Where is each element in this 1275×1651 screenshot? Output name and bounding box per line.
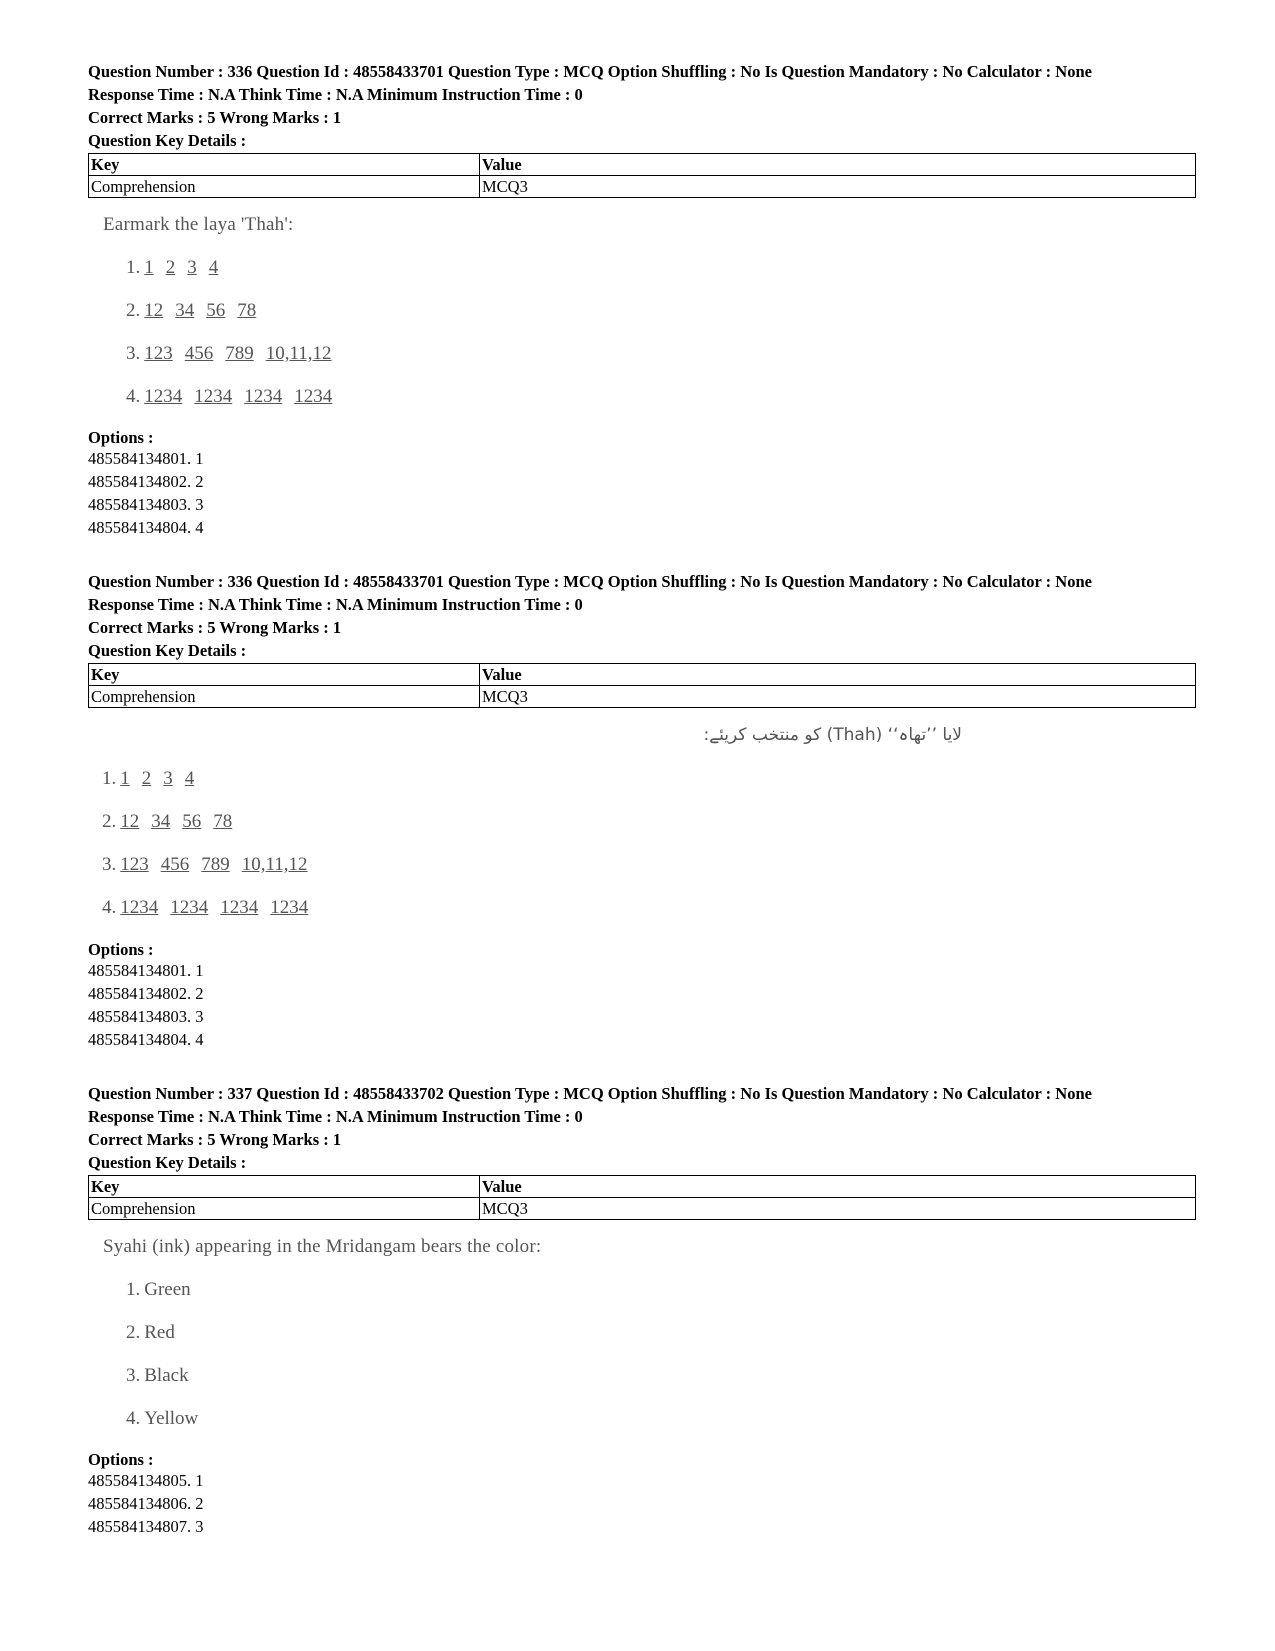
- question-marks: Correct Marks : 5 Wrong Marks : 1: [88, 618, 342, 637]
- key-details-table: [88, 153, 1196, 198]
- question-stem: Earmark the laya 'Thah':: [103, 214, 294, 235]
- option-line: 485584134803. 3: [88, 495, 204, 514]
- options-label: Options :: [88, 1450, 154, 1469]
- choice-4: 4. 1234 1234 1234 1234: [126, 386, 333, 407]
- choice-2: 2. 12 34 56 78: [102, 811, 233, 832]
- table-header-key: Key: [89, 664, 480, 686]
- table-header-row: [89, 154, 1196, 176]
- options-label: Options :: [88, 428, 154, 447]
- question-block: [88, 572, 1196, 1051]
- question-meta-line2: Response Time : N.A Think Time : N.A Minimum Instruction Time : 0: [88, 85, 583, 104]
- table-header-row: [89, 664, 1196, 686]
- question-meta-line1: Question Number : 337 Question Id : 48558433702 Question Type : MCQ Option Shuffling : No Is Question Mandatory : No Calculator : None: [88, 1084, 1092, 1103]
- table-cell-key: Comprehension: [89, 1198, 480, 1220]
- choice-4: 4. Yellow: [126, 1408, 199, 1429]
- table-header-value: Value: [480, 154, 1196, 176]
- option-line: 485584134802. 2: [88, 472, 204, 491]
- choice-3: 3. Black: [126, 1365, 189, 1386]
- option-line: 485584134804. 4: [88, 1030, 204, 1049]
- table-row: [89, 686, 1196, 708]
- option-line: 485584134801. 1: [88, 961, 204, 980]
- question-image: [88, 1220, 1196, 1450]
- choice-1: 1. 1 2 3 4: [102, 768, 195, 789]
- question-stem: Syahi (ink) appearing in the Mridangam bears the color:: [103, 1236, 542, 1257]
- options-label: Options :: [88, 940, 154, 959]
- table-cell-key: Comprehension: [89, 686, 480, 708]
- question-meta-line2: Response Time : N.A Think Time : N.A Minimum Instruction Time : 0: [88, 595, 583, 614]
- table-header-row: [89, 1176, 1196, 1198]
- table-row: [89, 1198, 1196, 1220]
- key-details-table: [88, 663, 1196, 708]
- choice-4: 4. 1234 1234 1234 1234: [102, 897, 309, 918]
- question-block: [88, 1084, 1196, 1538]
- table-cell-value: MCQ3: [480, 686, 1196, 708]
- option-line: 485584134802. 2: [88, 984, 204, 1003]
- question-image: [88, 708, 1196, 940]
- table-header-value: Value: [480, 664, 1196, 686]
- choice-1: 1. Green: [126, 1279, 191, 1300]
- table-cell-value: MCQ3: [480, 1198, 1196, 1220]
- question-block: [88, 62, 1196, 539]
- key-details-label: Question Key Details :: [88, 131, 247, 150]
- key-details-table: [88, 1175, 1196, 1220]
- table-header-key: Key: [89, 1176, 480, 1198]
- option-line: 485584134801. 1: [88, 449, 204, 468]
- table-row: [89, 176, 1196, 198]
- table-header-value: Value: [480, 1176, 1196, 1198]
- question-image: [88, 198, 1196, 428]
- choice-2: 2. 12 34 56 78: [126, 300, 257, 321]
- table-cell-key: Comprehension: [89, 176, 480, 198]
- key-details-label: Question Key Details :: [88, 1153, 247, 1172]
- table-cell-value: MCQ3: [480, 176, 1196, 198]
- question-meta-line1: Question Number : 336 Question Id : 48558433701 Question Type : MCQ Option Shuffling : No Is Question Mandatory : No Calculator : None: [88, 572, 1092, 591]
- question-meta-line1: Question Number : 336 Question Id : 48558433701 Question Type : MCQ Option Shuffling : No Is Question Mandatory : No Calculator : None: [88, 62, 1092, 81]
- option-line: 485584134806. 2: [88, 1494, 204, 1513]
- option-line: 485584134807. 3: [88, 1517, 204, 1536]
- table-header-key: Key: [89, 154, 480, 176]
- question-stem: لایا ’’تھاہ‘‘ (Thah) کو منتخب کریئے:: [703, 725, 962, 745]
- choice-3: 3. 123 456 789 10,11,12: [102, 854, 308, 875]
- option-line: 485584134805. 1: [88, 1471, 204, 1490]
- option-line: 485584134804. 4: [88, 518, 204, 537]
- question-marks: Correct Marks : 5 Wrong Marks : 1: [88, 1130, 342, 1149]
- choice-3: 3. 123 456 789 10,11,12: [126, 343, 332, 364]
- key-details-label: Question Key Details :: [88, 641, 247, 660]
- choice-2: 2. Red: [126, 1322, 175, 1343]
- option-line: 485584134803. 3: [88, 1007, 204, 1026]
- question-marks: Correct Marks : 5 Wrong Marks : 1: [88, 108, 342, 127]
- question-meta-line2: Response Time : N.A Think Time : N.A Minimum Instruction Time : 0: [88, 1107, 583, 1126]
- choice-1: 1. 1 2 3 4: [126, 257, 219, 278]
